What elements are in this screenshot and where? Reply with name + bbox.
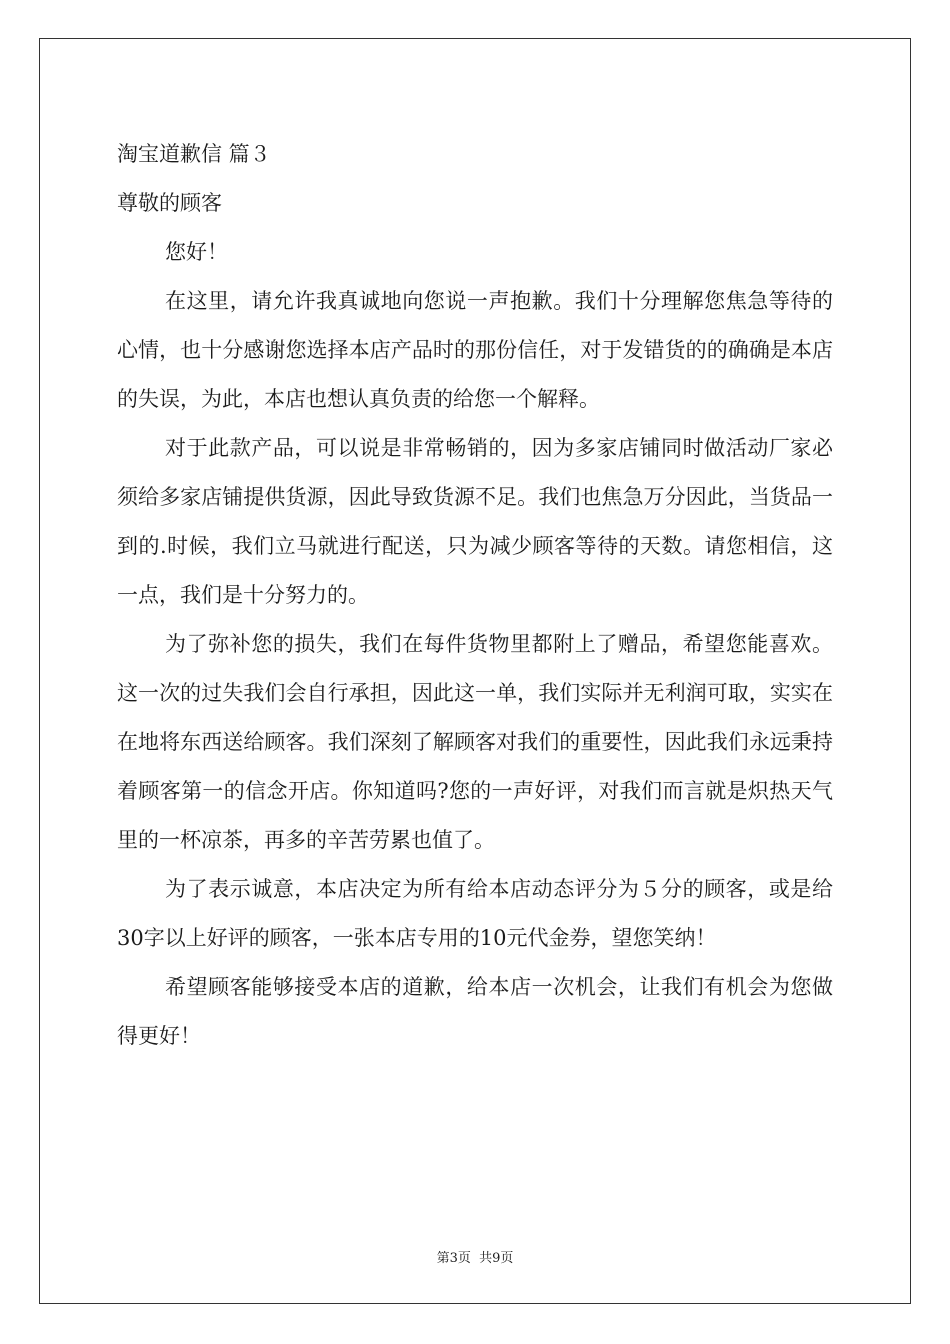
salutation: 尊敬的顾客 <box>117 191 222 215</box>
page-total: 共9页 <box>479 1251 514 1266</box>
paragraph-5: 希望顾客能够接受本店的道歉，给本店一次机会，让我们有机会为您做得更好！ <box>117 975 833 1048</box>
paragraph-3: 为了弥补您的损失，我们在每件货物里都附上了赠品，希望您能喜欢。这一次的过失我们会自行承担，因此这一单，我们实际并无利润可取，实实在在地将东西送给顾客。我们深刻了解顾客对我们的重要性，因此我们永远秉持着顾客第一的信念开店。你知道吗?您的一声好评，对我们而言就是炽热天气里的一杯凉茶，再多的辛苦劳累也值了。 <box>117 632 833 852</box>
paragraph-1: 在这里，请允许我真诚地向您说一声抱歉。我们十分理解您焦急等待的心情，也十分感谢您选择本店产品时的那份信任，对于发错货的的确确是本店的失误，为此，本店也想认真负责的给您一个解释。 <box>117 289 833 411</box>
paragraph-4: 为了表示诚意，本店决定为所有给本店动态评分为５分的顾客，或是给30字以上好评的顾客，一张本店专用的10元代金券，望您笑纳！ <box>117 877 833 950</box>
paragraph-2: 对于此款产品，可以说是非常畅销的，因为多家店铺同时做活动厂家必须给多家店铺提供货源，因此导致货源不足。我们也焦急万分因此，当货品一到的.时候，我们立马就进行配送，只为减少顾客等待的天数。请您相信，这一点，我们是十分努力的。 <box>117 436 833 607</box>
document-title: 淘宝道歉信 篇３ <box>117 142 271 166</box>
greeting: 您好！ <box>165 240 228 264</box>
document-body <box>117 130 833 1061</box>
page-footer <box>0 1247 950 1266</box>
page-number: 第3页 <box>436 1251 471 1266</box>
